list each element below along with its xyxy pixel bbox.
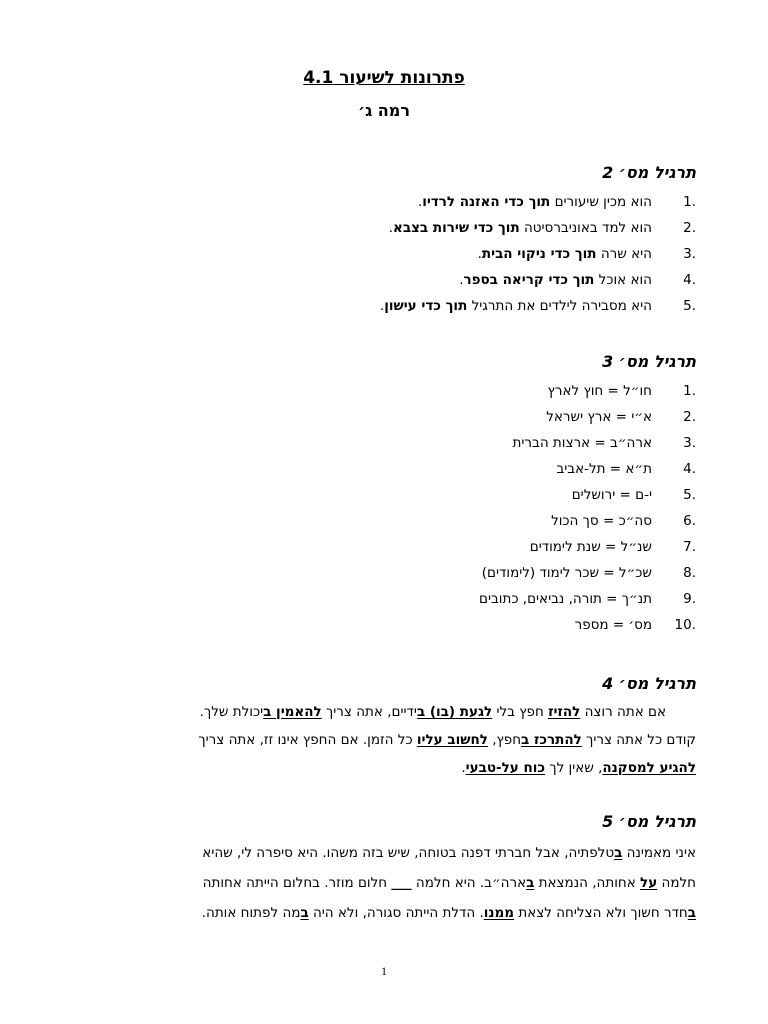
item-punct: . [388,220,394,236]
list-item [380,267,696,293]
item-text: היא שרה [596,246,652,262]
text-run: חלום מוזר. בחלום הייתה אחותה [202,875,392,891]
item-number: .7 [683,539,696,555]
item-number: .2 [683,220,696,236]
paragraph-line [72,726,696,754]
exercise-2-list [380,189,696,319]
item-number: .3 [683,246,696,262]
list-item [479,430,696,456]
text-run: חפץ בלי [492,704,549,720]
item-punct: . [379,298,385,314]
item-bold-phrase: תוך כדי האזנה לרדיו [422,194,551,210]
item-number: .9 [683,591,696,607]
item-text: י-ם = ירושלים [571,487,652,503]
text-run: איני מאמינה [622,845,696,861]
answer-word: ב [526,875,535,891]
exercise-2-heading: תרגיל מס׳ 2 [602,163,696,182]
text-run: אחותה, הנמצאת [534,875,641,891]
exercise-3-heading: תרגיל מס׳ 3 [602,352,696,371]
list-item [380,189,696,215]
exercise-5-paragraph [72,838,696,928]
item-number: .4 [683,272,696,288]
paragraph-line [72,754,696,782]
item-text: היא מסבירה לילדים את התרגיל [467,298,652,314]
item-number: .6 [683,513,696,529]
list-item [479,612,696,638]
answer-word: כוח על-טבעי [465,760,546,776]
text-run: קודם כל אתה צריך [581,732,696,748]
item-text: סה״כ = סך הכול [551,513,652,529]
item-number: .10 [674,617,696,633]
item-punct: . [477,246,482,262]
answer-word: להאמין ב [263,704,322,720]
text-run: , שאין לך [545,760,603,776]
item-number: .5 [683,487,696,503]
paragraph-line [72,898,696,928]
list-item [479,456,696,482]
paragraph-line [72,838,696,868]
list-item [479,482,696,508]
page-subtitle: רמה ג׳ [357,101,411,120]
answer-word: ב [614,845,623,861]
item-text: מס׳ = מספר [574,617,652,633]
item-text: שנ״ל = שנת לימודים [529,539,652,555]
text-run: אם אתה רוצה [580,704,666,720]
item-bold-phrase: תוך כדי קריאה בספר [463,272,595,288]
text-run: חדר חשוך ולא הצליחה לצאת [514,905,688,921]
answer-word: ב [300,905,309,921]
answer-word: לחשוב עליו [416,732,488,748]
text-run: כל הזמן. אם החפץ אינו זז, אתה צריך [198,732,417,748]
text-run: יכולת שלך. [199,704,264,720]
item-number: .1 [683,383,696,399]
list-item [479,534,696,560]
item-number: .8 [683,565,696,581]
list-item [380,241,696,267]
list-item [380,215,696,241]
item-bold-phrase: תוך כדי שירות בצבא [393,220,520,236]
page-title [0,68,768,88]
item-text: ת״א = תל-אביב [556,461,652,477]
list-item [380,293,696,319]
paragraph-line [72,698,696,726]
item-text: הוא אוכל [594,272,652,288]
text-run: . [461,760,466,776]
item-number: .4 [683,461,696,477]
answer-word: להגיע למסקנה [602,760,696,776]
item-text: שכ״ל = שכר לימוד (לימודים) [481,565,652,581]
item-bold-phrase: תוך כדי ניקוי הבית [481,246,597,262]
list-item [479,586,696,612]
item-punct: . [417,194,423,210]
text-run: חפץ, [487,732,522,748]
item-text: הוא למד באוניברסיטה [519,220,652,236]
text-run: ידיים, אתה צריך [321,704,417,720]
answer-word: להתרכז ב [521,732,582,748]
answer-word: לגעת (בו) ב [416,704,493,720]
exercise-4-heading: תרגיל מס׳ 4 [602,674,696,693]
list-item [479,560,696,586]
paragraph-line [72,868,696,898]
item-text: תנ״ך = תורה, נביאים, כתובים [479,591,652,607]
item-number: .2 [683,409,696,425]
exercise-4-paragraph [72,698,696,782]
exercise-5-heading: תרגיל מס׳ 5 [602,812,696,831]
answer-blank: ___ [391,875,412,891]
item-bold-phrase: תוך כדי עישון [384,298,468,314]
page-number: 1 [381,964,387,978]
item-number: .3 [683,435,696,451]
text-run: טלפתיה, אבל חברתי דפנה בטוחה, שיש בזה משהו. היא סיפרה לי, שהיא [202,845,615,861]
text-run: חלמה [657,875,696,891]
item-text: ארה״ב = ארצות הברית [512,435,652,451]
item-number: .5 [683,298,696,314]
text-run: מה לפתוח אותה. [201,905,301,921]
item-text: חו״ל = חוץ לארץ [547,383,652,399]
text-run: ארה״ב. היא חלמה [411,875,527,891]
item-punct: . [459,272,464,288]
list-item [479,378,696,404]
answer-word: להזיז [548,704,581,720]
item-text: א״י = ארץ ישראל [546,409,652,425]
answer-word: ב [687,905,696,921]
list-item [479,404,696,430]
item-number: .1 [683,194,696,210]
exercise-3-list [479,378,696,638]
text-run: . הדלת הייתה סגורה, ולא היה [308,905,484,921]
item-text: הוא מכין שיעורים [550,194,652,210]
list-item [479,508,696,534]
answer-word: על [640,875,658,891]
answer-word: ממנו [483,905,515,921]
page-title-text: פתרונות לשיעור 4.1 [303,68,465,88]
